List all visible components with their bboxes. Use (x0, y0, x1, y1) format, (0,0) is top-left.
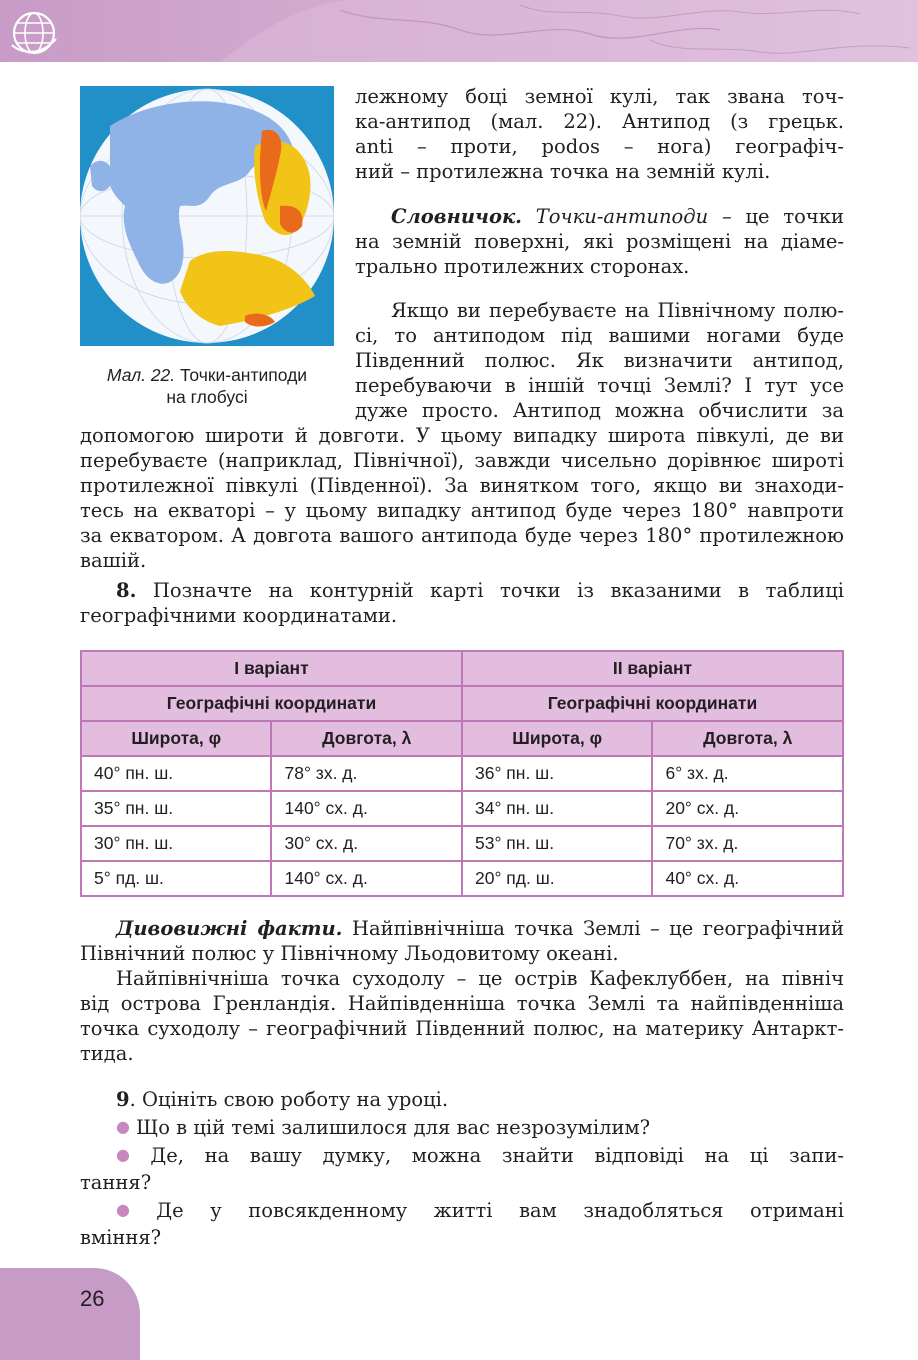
bullet-icon: ● (116, 1200, 151, 1219)
task8-line1: Позначте на контурній карті точки із вказаними в таблиці (136, 579, 844, 602)
task9-title (80, 1086, 844, 1113)
table-row (81, 826, 843, 861)
table-cell: 140° сх. д. (271, 791, 462, 826)
header-band (0, 0, 918, 62)
task9-question (80, 1113, 844, 1141)
antipode-line: Південний полюс. Як визначити антипод, (355, 349, 844, 372)
facts-line: Найпівнічніша точка суходолу – це острів Кафеклуббен, на північ (116, 967, 844, 990)
antipode-line: сі, то антиподом під вашими ногами буде (355, 324, 844, 347)
table-cell: 5° пд. ш. (81, 861, 271, 896)
lon-header: Довгота, λ (271, 721, 462, 756)
page-number-tab (0, 1268, 140, 1360)
bullet-icon: ● (116, 1117, 130, 1136)
facts-paragraph-2 (80, 966, 844, 1066)
table-cell: 20° пд. ш. (462, 861, 652, 896)
antipode-paragraph-top (355, 298, 844, 423)
antipode-line: за екватором. А довгота вашого антипода буде через 180° протилежною (80, 524, 844, 547)
glossary-term: Точки-антиподи (535, 205, 709, 228)
table-header-row (81, 721, 843, 756)
table-row (81, 791, 843, 826)
task8-line: географічними координатами. (80, 604, 398, 627)
facts-line: Північний полюс у Північному Льодовитому океані. (80, 942, 619, 965)
table-row (81, 861, 843, 896)
coords-header: Географічні координати (462, 686, 843, 721)
variant2-header: ІІ варіант (462, 651, 843, 686)
table-row (81, 756, 843, 791)
antipode-line: тесь на екваторі – у цьому випадку антипод буде через 180° навпроти (80, 499, 844, 522)
table-cell: 30° сх. д. (271, 826, 462, 861)
table-header-row (81, 686, 843, 721)
intro-line: ний – протилежна точка на земній кулі. (355, 160, 771, 183)
caption-line1: Точки-антиподи (180, 365, 308, 385)
glossary-line1-rest: – це точки (708, 205, 845, 228)
facts-line1-rest: Найпівнічніша точка Землі – це географічний (342, 917, 844, 940)
intro-line: anti – проти, podos – нога) географіч- (355, 135, 844, 158)
antipode-line: перебуваючи в іншій точці Землі? І тут усе (355, 374, 844, 397)
glossary-line (355, 204, 844, 229)
facts-label: Дивовижні факти. (116, 917, 343, 940)
coordinates-table (80, 650, 844, 897)
glossary-line: на земній поверхні, які розміщені на діаме- (355, 230, 844, 253)
task9-paragraph (80, 1086, 844, 1251)
antipode-line: перебуваєте (наприклад, Північної), завжди чисельно дорівнює широті (80, 449, 844, 472)
intro-paragraph (355, 84, 844, 184)
glossary-label: Словничок. (391, 205, 522, 228)
table-cell: 6° зх. д. (652, 756, 843, 791)
table-cell: 78° зх. д. (271, 756, 462, 791)
table-cell: 40° сх. д. (652, 861, 843, 896)
task8-line (80, 578, 844, 603)
task9-q3-line1: Де у повсякденному житті вам знадобляться отримані (156, 1199, 844, 1222)
figure-caption (76, 364, 338, 408)
task9-title-rest: . Оцініть свою роботу на уроці. (129, 1088, 449, 1111)
task9-q1: Що в цій темі залишилося для вас незрозумілим? (135, 1116, 651, 1139)
task9-number: 9 (116, 1088, 130, 1111)
table-cell: 36° пн. ш. (462, 756, 652, 791)
lon-header: Довгота, λ (652, 721, 843, 756)
antipode-line: допомогою широти й довготи. У цьому випадку широта півкулі, де ви (80, 424, 844, 447)
caption-label: Мал. 22. (106, 365, 176, 385)
facts-line: від острова Гренландія. Найпівденніша точка Землі та найпівденніша (80, 992, 844, 1015)
antipode-globe-figure (80, 86, 334, 346)
globe-icon (10, 9, 58, 57)
task9-question-cont: тання? (80, 1171, 152, 1194)
bullet-icon: ● (116, 1145, 145, 1164)
coords-header: Географічні координати (81, 686, 462, 721)
table-cell: 53° пн. ш. (462, 826, 652, 861)
table-cell: 35° пн. ш. (81, 791, 271, 826)
table-cell: 40° пн. ш. (81, 756, 271, 791)
antipode-line: дуже просто. Антипод можна обчислити за (355, 399, 844, 422)
antipode-line: протилежної півкулі (Південної). За винятком того, якщо ви знаходи- (80, 474, 844, 497)
page-number: 26 (80, 1286, 105, 1311)
table-cell: 34° пн. ш. (462, 791, 652, 826)
antipode-line: Якщо ви перебуваєте на Північному полю- (391, 299, 844, 322)
table-cell: 30° пн. ш. (81, 826, 271, 861)
task8-paragraph (80, 578, 844, 628)
table-cell: 70° зх. д. (652, 826, 843, 861)
table-cell: 140° сх. д. (271, 861, 462, 896)
antipode-line: вашій. (80, 549, 147, 572)
facts-paragraph (80, 916, 844, 966)
lat-header: Широта, φ (81, 721, 271, 756)
caption-line2: на глобусі (166, 387, 248, 407)
header-map-decoration (220, 0, 918, 62)
facts-line: тида. (80, 1042, 134, 1065)
task9-question-cont: вміння? (80, 1226, 162, 1249)
glossary-line: трально протилежних сторонах. (355, 255, 690, 278)
antipode-globe-image (80, 86, 334, 346)
antipode-paragraph-bottom (80, 423, 844, 573)
table-header-row (81, 651, 843, 686)
facts-line: точка суходолу – географічний Південний полюс, на материку Антаркт- (80, 1017, 844, 1040)
table-cell: 20° сх. д. (652, 791, 843, 826)
lat-header: Широта, φ (462, 721, 652, 756)
glossary-paragraph (355, 204, 844, 279)
task9-question (80, 1196, 844, 1224)
task9-question (80, 1141, 844, 1169)
task9-q2-line1: Де, на вашу думку, можна знайти відповіді на ці запи- (150, 1144, 844, 1167)
intro-line: ка-антипод (мал. 22). Антипод (з грецьк. (355, 110, 844, 133)
facts-line (80, 916, 844, 941)
intro-line: лежному боці земної кулі, так звана точ- (355, 85, 844, 108)
task8-number: 8. (116, 579, 137, 602)
variant1-header: І варіант (81, 651, 462, 686)
